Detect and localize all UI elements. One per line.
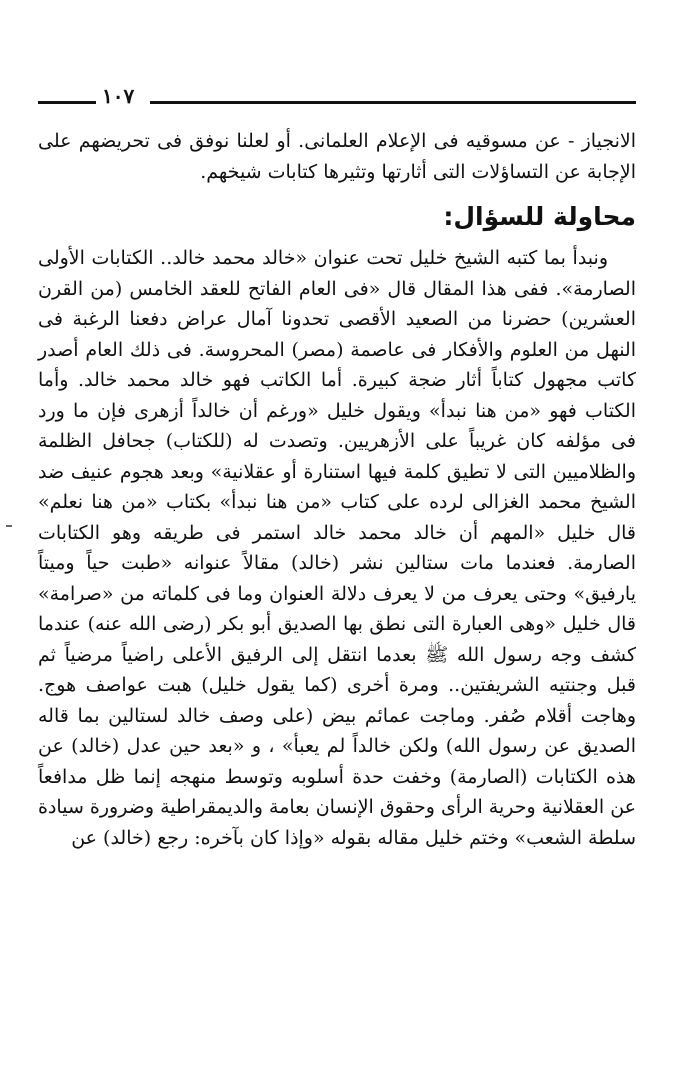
body-paragraph: ونبدأ بما كتبه الشيخ خليل تحت عنوان «خالد محمد خالد.. الكتابات الأولى الصارمة». ففى هذا المقال قال «فى العام الفاتح للعقد الخامس (من القرن العشرين) حضرنا من الصعيد الأقصى تحدونا آمال عراض دفعنا الرغبة فى النهل من العلوم والأفكار فى عاصمة (مصر) المحروسة. فى ذلك العام أصدر كاتب مجهول كتاباً أثار ضجة كبيرة. أما الكاتب فهو خالد محمد خالد. وأما الكتاب فهو «من هنا نبدأ» ويقول خليل «ورغم أن خالداً أزهرى فإن ما ورد فى مؤلفه كان غريباً على الأزهريين. وتصدت له (للكتاب) جحافل الظلمة والظلاميين التى لا تطيق كلمة فيها استنارة أو عقلانية» وبعد هجوم عنيف ضد الشيخ محمد الغزالى لرده على كتاب «من هنا نبدأ» بكتاب «من هنا نعلم» قال خليل «المهم أن خالد محمد خالد استمر فى طريقه وهو الكتابات الصارمة. فعندما مات ستالين نشر (خالد) مقالاً عنوانه «طبت حياً وميتاً يارفيق» وحتى يعرف من لا يعرف دلالة العنوان وما فى كلماته من «صرامة» قال خليل «وهى العبارة التى نطق بها الصديق أبو بكر (رضى الله عنه) عندما كشف وجه رسول الله ﷺ بعدما انتقل إلى الرفيق الأعلى راضياً مرضياً ثم قبل وجنتيه الشريفتين.. ومرة أخرى (كما يقول خليل) هبت عواصف هوج. وهاجت أقلام صُفر. وماجت عمائم بيض (على وصف خالد لستالين بما قاله الصديق عن رسول الله) ولكن خالداً لم يعبأ» ، و «بعد حين عدل (خالد) عن هذه الكتابات (الصارمة) وخفت حدة أسلوبه وتوسط منهجه إنما ظل مدافعاً عن العقلانية وحرية الرأى وحقوق الإنسان بعامة والديمقراطية وضرورة سيادة سلطة الشعب» وختم خليل مقاله بقوله «وإذا كان بآخره: رجع (خالد) عن	[38, 247, 636, 849]
header-rule-short	[38, 101, 96, 104]
page-number: ١٠٧	[102, 84, 135, 108]
margin-mark	[6, 525, 12, 527]
page-content	[38, 126, 636, 853]
section-heading: محاولة للسؤال:	[443, 202, 636, 231]
page-header	[38, 86, 636, 110]
intro-paragraph: الانجياز - عن مسوقيه فى الإعلام العلمانى. أو لعلنا نوفق فى تحريضهم على الإجابة عن التساؤلات التى أثارتها وتثيرها كتابات شيخهم.	[38, 130, 636, 183]
header-rule-long	[150, 101, 636, 104]
